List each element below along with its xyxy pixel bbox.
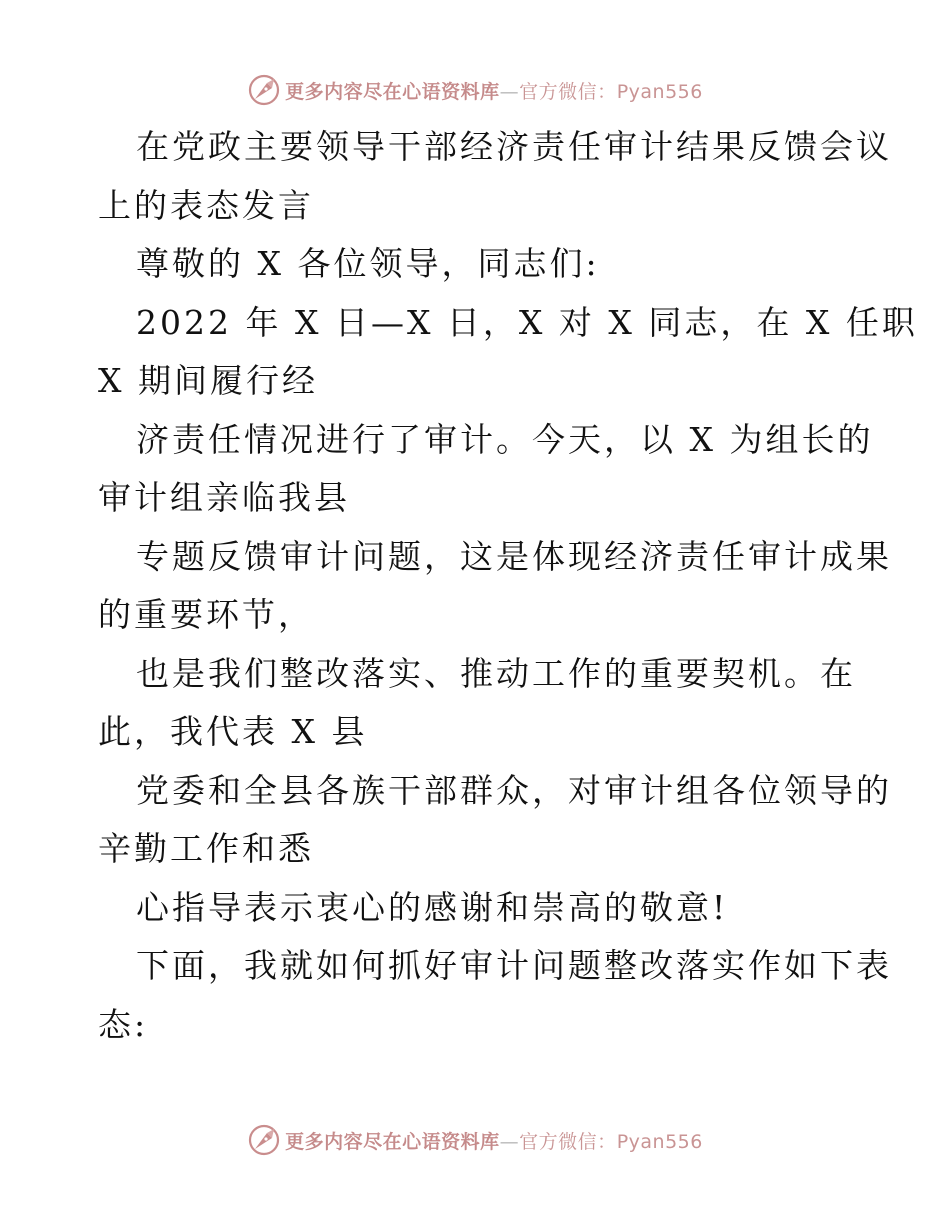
text-line: 此，我代表 X 县	[98, 712, 368, 751]
text-line: 下面，我就如何抓好审计问题整改落实作如下表	[136, 946, 892, 985]
footer-watermark	[0, 1120, 950, 1160]
watermark-suffix: 官方微信：	[519, 80, 617, 103]
watermark-account: Pyan556	[616, 80, 703, 103]
text-line: 党委和全县各族干部群众，对审计组各位领导的	[136, 770, 892, 810]
text-line: 上的表态发言	[98, 185, 314, 225]
text-line: 尊敬的 X 各位领导，同志们:	[136, 244, 600, 283]
watermark-suffix: 官方微信：	[519, 1130, 617, 1153]
text-line: 在党政主要领导干部经济责任审计结果反馈会议	[136, 127, 892, 166]
text-line: 济责任情况进行了审计。今天，以 X 为组长的	[136, 419, 874, 459]
text-line: 心指导表示衷心的感谢和崇高的敬意!	[136, 887, 729, 927]
pen-nib-logo-icon	[247, 1123, 281, 1157]
text-line: 2022 年 X 日—X 日，X 对 X 同志，在 X 任职	[136, 302, 918, 342]
pen-nib-logo-icon	[247, 73, 281, 107]
watermark-separator: —	[499, 1130, 520, 1153]
document-body	[98, 118, 918, 1054]
text-line: X 期间履行经	[98, 361, 318, 400]
text-line: 专题反馈审计问题，这是体现经济责任审计成果	[136, 536, 892, 576]
header-watermark	[0, 70, 950, 110]
watermark-account: Pyan556	[616, 1130, 703, 1153]
text-line: 审计组亲临我县	[98, 478, 350, 517]
watermark-brand: 更多内容尽在心语资料库	[285, 80, 500, 103]
text-line: 也是我们整改落实、推动工作的重要契机。在	[136, 653, 856, 693]
watermark-separator: —	[499, 80, 520, 103]
watermark-brand: 更多内容尽在心语资料库	[285, 1130, 500, 1153]
text-line: 辛勤工作和悉	[98, 829, 314, 868]
watermark-text	[285, 1127, 703, 1154]
text-line: 的重要环节，	[98, 595, 314, 634]
text-line: 态:	[98, 1004, 149, 1044]
watermark-text	[285, 77, 703, 104]
